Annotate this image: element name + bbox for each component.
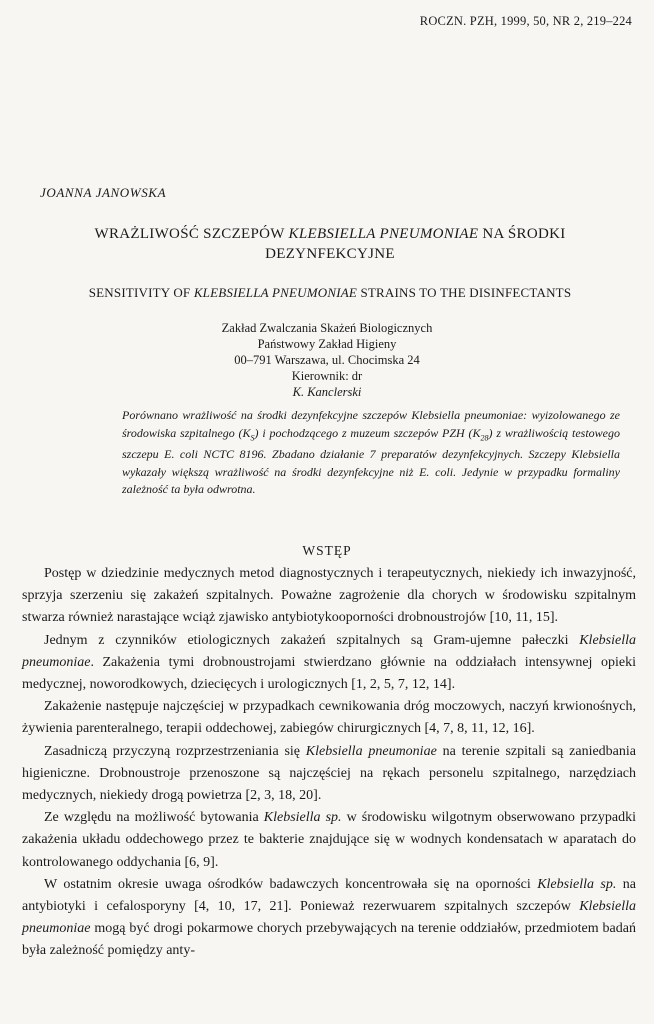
abstract-text-1: Porównano wrażliwość na środki dezynfekcyjne szczepów Klebsiella pneumoniae: wyizolowanego ze środowiska szpitalnego (K — [122, 408, 620, 440]
paragraph-3: Zakażenie następuje najczęściej w przypadkach cewnikowania dróg moczowych, naczyń krwionośnych, żywienia parenteralnego, terapii oddechowej, zabiegów chirurgicznych [4, 7, 8, 11, 12, 16]. — [22, 699, 636, 737]
body-text — [22, 563, 636, 963]
paragraph-5 — [22, 807, 636, 874]
p6-italic-2: Klebsiella pneumoniae — [22, 899, 636, 937]
paragraph-2 — [22, 630, 636, 697]
head-label: Kierownik: dr — [291, 369, 363, 383]
affiliation — [0, 320, 654, 400]
p2-italic: Klebsiella pneumoniae — [22, 632, 636, 670]
title-pl-italic: KLEBSIELLA PNEUMONIAE — [288, 226, 479, 242]
p5-text-a: Ze względu na możliwość bytowania — [44, 810, 264, 826]
title-polish — [30, 224, 630, 264]
paragraph-4 — [22, 741, 636, 808]
abstract-text-3: ) z wrażliwością testowego szczepu E. coli NCTC 8196. Zbadano działanie 7 preparatów dezynfekcyjnych. Szczepy Klebsiella wykazały większą wrażliwość na środki dezynfekcyjne niż E. coli. Jedynie w przypadku formaliny zależność ta była odwrotna. — [122, 425, 620, 497]
title-english — [20, 285, 640, 301]
title-en-italic: KLEBSIELLA PNEUMONIAE — [193, 285, 358, 300]
section-heading: WSTĘP — [302, 543, 352, 558]
title-pl-part1: WRAŻLIWOŚĆ SZCZEPÓW — [94, 226, 289, 242]
p4-text-b: na terenie szpitali są zaniedbania higieniczne. Drobnoustroje przenoszone są najczęściej na rękach personelu szpitalnego, narzędziach medycznych, niekiedy drogą powietrza [2, 3, 18, 20]. — [22, 743, 636, 804]
p6-text-c: mogą być drogi pokarmowe chorych przebywających na terenie oddziałów, przedmiotem badań była zależność pomiędzy anty- — [22, 921, 636, 959]
affiliation-line-1: Zakład Zwalczania Skażeń Biologicznych — [221, 321, 433, 335]
head-name: K. Kanclerski — [292, 385, 362, 399]
p2-text-a: Jednym z czynników etiologicznych zakażeń szpitalnych są Gram-ujemne pałeczki — [44, 632, 580, 648]
title-en-part1: SENSITIVITY OF — [88, 285, 194, 300]
p6-text-a: W ostatnim okresie uwaga ośrodków badawczych koncentrowała się na oporności — [44, 876, 538, 892]
affiliation-line-3: 00–791 Warszawa, ul. Chocimska 24 — [234, 353, 420, 367]
author-name: JOANNA JANOWSKA — [40, 185, 167, 200]
title-en-part2: STRAINS TO THE DISINFECTANTS — [357, 285, 572, 300]
abstract-text-2: ) i pochodzącego z muzeum szczepów PZH (K — [254, 425, 481, 440]
abstract-sub-2: 28 — [480, 432, 489, 442]
affiliation-line-2: Państwowy Zakład Higieny — [257, 337, 397, 351]
paragraph-1: Postęp w dziedzinie medycznych metod diagnostycznych i terapeutycznych, niekiedy ich inwazyjność, sprzyja szerzeniu się zakażeń szpitalnych. Poważne zagrożenie dla chorych w środowisku szpitalnym stwarza również narastające wciąż zjawisko antybiotykooporności drobnoustrojów [10, 11, 15]. — [22, 566, 636, 626]
p4-text-a: Zasadniczą przyczyną rozprzestrzeniania się — [44, 743, 306, 759]
journal-reference: ROCZN. PZH, 1999, 50, NR 2, 219–224 — [419, 14, 632, 28]
p4-italic: Klebsiella pneumoniae — [305, 743, 437, 759]
p5-text-b: w środowisku wilgotnym obserwowano przypadki zakażenia układu oddechowego przez te bakterie znajdujące się w wodnych kondensatach w aparatach do kontrolowanego oddychania [6, 9]. — [22, 810, 636, 870]
affiliation-line-4 — [0, 368, 654, 400]
title-pl-part2: NA ŚRODKI DEZYNFEKCYJNE — [265, 226, 566, 262]
abstract — [122, 407, 620, 499]
p6-text-b: na antybiotyki i cefalosporyny [4, 10, 17, 21]. Ponieważ rezerwuarem szpitalnych szczepów — [22, 876, 636, 915]
p6-italic-1: Klebsiella sp. — [537, 876, 617, 892]
p5-italic: Klebsiella sp. — [263, 810, 342, 826]
p2-text-b: . Zakażenia tymi drobnoustrojami stwierdzano głównie na oddziałach intensywnej opieki medycznej, noworodkowych, dziecięcych i urologicznych [1, 2, 5, 7, 12, 14]. — [22, 654, 636, 693]
paragraph-6 — [22, 874, 636, 963]
abstract-sub-1: S — [250, 432, 255, 442]
